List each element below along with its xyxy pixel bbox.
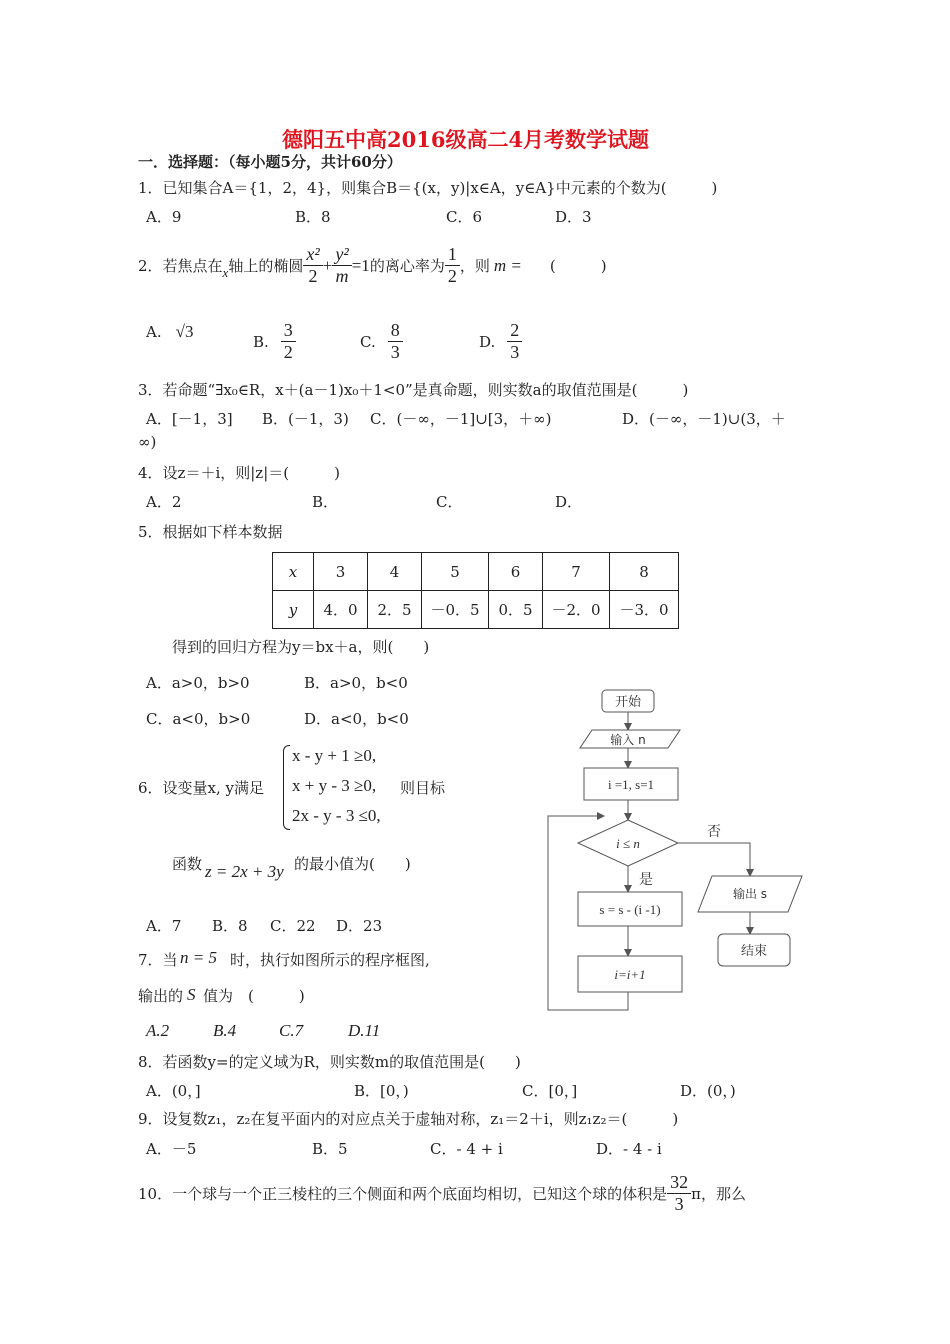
constraint-brace: [283, 745, 290, 830]
constraint-1: x - y + 1 ≥0,: [292, 746, 377, 765]
q3-stem: 3．若命题“∃x₀∈R，x＋(a－1)x₀＋1<0”是真命题，则实数a的取值范围是( ): [138, 381, 689, 399]
table-cell: 8: [610, 553, 679, 591]
q8-option-b: B．[0，): [354, 1082, 409, 1100]
q4-stem: 4．设z＝＋i，则|z|＝( ): [138, 464, 340, 482]
table-cell: －2．0: [543, 591, 610, 629]
q5-stem: 5．根据如下样本数据: [138, 523, 283, 541]
q10-stem: [138, 1172, 746, 1215]
flowchart-start-label: 开始: [614, 695, 642, 710]
table-row-y: [273, 591, 679, 629]
table-cell: 2．5: [368, 591, 422, 629]
q1-option-d: D．3: [555, 208, 592, 226]
table-header-y: y: [273, 591, 314, 629]
flowchart-output-label: 输出 s: [732, 887, 768, 901]
q7-option-a: A.2: [146, 1021, 170, 1040]
q9-stem: 9．设复数z₁，z₂在复平面内的对应点关于虚轴对称，z₁＝2＋i，则z₁z₂＝( ): [138, 1110, 679, 1128]
q6-option-a: A．7: [146, 917, 182, 935]
q6-line2-b: 的最小值为( ): [294, 855, 411, 873]
q8-option-a: A．(0，]: [146, 1082, 201, 1100]
eccentricity-fraction: $\frac{1}{2}$: [445, 244, 460, 287]
constraint-3: 2x - y - 3 ≤0,: [292, 806, 381, 825]
q3-option-d: D．(－∞，－1)∪(3，＋: [622, 410, 786, 428]
q7-line2-b: 值为 ( ): [203, 987, 305, 1005]
q5-after: 得到的回归方程为y＝bx＋a，则( ): [172, 638, 430, 656]
q3-option-c: C．(－∞，－1]∪[3，＋∞): [370, 410, 552, 428]
flowchart-update-i-label: i=i+1: [614, 967, 646, 982]
q7-option-d: D.11: [348, 1021, 381, 1040]
q7-option-c: C.7: [279, 1021, 304, 1040]
q2-option-c: C. $\frac{8}{3}$: [360, 320, 403, 363]
q6-option-c: C．22: [270, 917, 316, 935]
q9-option-a: A．－5: [146, 1140, 197, 1158]
table-cell: 4．0: [314, 591, 368, 629]
q2-stem-d: ，则: [459, 257, 490, 275]
q10-stem-a: 10．一个球与一个正三棱柱的三个侧面和两个底面均相切，已知这个球的体积是: [138, 1185, 668, 1203]
q2-option-b: B. $\frac{3}{2}$: [253, 320, 296, 363]
q3-option-b: B．(－1，3): [262, 410, 349, 428]
table-cell: 7: [543, 553, 610, 591]
q6-stem: 6．设变量x, y满足: [138, 779, 265, 797]
q8-stem: 8．若函数y=的定义域为R，则实数m的取值范围是( ): [138, 1053, 521, 1071]
q6-line2-a: 函数: [172, 855, 203, 873]
ellipse-equals: =1: [351, 255, 370, 275]
table-row-x: [273, 553, 679, 591]
q4-option-b: B．: [312, 493, 339, 511]
q2-stem-a: 2．若焦点在: [138, 257, 223, 275]
no-branch-line: [678, 843, 750, 876]
q5-option-c: C．a<0，b>0: [146, 710, 251, 728]
q9-option-b: B．5: [312, 1140, 348, 1158]
q5-option-b: B．a>0，b<0: [304, 674, 408, 692]
q7-cond: n = 5: [180, 948, 217, 967]
q6-objective: z = 2x + 3y: [205, 862, 284, 881]
q1-option-c: C．6: [446, 208, 483, 226]
q7-stem-b: 时，执行如图所示的程序框图,: [230, 951, 430, 969]
q9-option-d: D．- 4 - i: [596, 1140, 662, 1158]
q6-after: 则目标: [400, 779, 446, 797]
q7-stem-a: 7．当: [138, 951, 178, 969]
table-header-x: x: [273, 553, 314, 591]
q1-option-b: B．8: [295, 208, 331, 226]
q2-m-eq: m =: [493, 255, 522, 275]
q10-stem-b: π，那么: [691, 1185, 746, 1203]
q7-line2-a: 输出的: [138, 987, 184, 1005]
q9-option-c: C．- 4 + i: [430, 1140, 503, 1158]
flowchart-no-label: 否: [707, 824, 721, 840]
q2-paren: ( ): [549, 257, 607, 275]
ellipse-x-fraction: $\frac{\text{x²}}{2}$: [303, 244, 322, 287]
q2-stem-c: 的离心率为: [369, 257, 445, 275]
ellipse-y-fraction: $\frac{\text{y²}}{m}$: [332, 244, 351, 287]
flowchart-decision-label: i ≤ n: [616, 836, 640, 851]
q2-stem-b: 轴上的椭圆: [228, 257, 304, 275]
table-cell: 3: [314, 553, 368, 591]
q2-axis: x: [222, 264, 229, 280]
table-cell: －0．5: [422, 591, 489, 629]
ellipse-plus: +: [322, 255, 333, 275]
flowchart-input-label: 输入 n: [610, 733, 646, 747]
q5-option-a: A．a>0，b>0: [146, 674, 250, 692]
q1-stem: 1．已知集合A＝{1，2，4}，则集合B＝{(x，y)|x∈A，y∈A}中元素的个数为( ): [138, 179, 718, 197]
section-heading: 一．选择题：（每小题5分，共计60分）: [138, 153, 402, 171]
q2-option-a: A. √3: [146, 322, 194, 341]
table-cell: 5: [422, 553, 489, 591]
q8-option-d: D．(0，): [680, 1082, 736, 1100]
q7-option-b: B.4: [213, 1021, 237, 1040]
flowchart-yes-label: 是: [639, 872, 653, 888]
q7-s-var: S: [187, 985, 196, 1004]
constraint-2: x + y - 3 ≥0,: [292, 776, 377, 795]
program-flowchart: [540, 680, 820, 1020]
q1-option-a: A．9: [146, 208, 182, 226]
q2-stem: [138, 244, 607, 287]
page-title: 德阳五中高2016级高二4月考数学试题: [282, 127, 650, 152]
q4-option-c: C．: [436, 493, 463, 511]
q3-option-a: A．[－1，3]: [146, 410, 233, 428]
q4-option-a: A．2: [146, 493, 182, 511]
q6-option-b: B．8: [212, 917, 248, 935]
q8-option-c: C．[0，]: [522, 1082, 578, 1100]
sample-data-table: [272, 552, 679, 629]
table-cell: －3．0: [610, 591, 679, 629]
flowchart-end-label: 结束: [740, 944, 768, 959]
flowchart-update-s-label: s = s - (i -1): [599, 902, 661, 917]
q3-option-d-wrap: ∞): [138, 433, 157, 451]
sphere-volume-fraction: $\frac{32}{3}$: [667, 1172, 691, 1215]
q2-option-d: D. $\frac{2}{3}$: [479, 320, 522, 363]
table-cell: 4: [368, 553, 422, 591]
q6-option-d: D．23: [336, 917, 383, 935]
q4-option-d: D．: [555, 493, 583, 511]
table-cell: 6: [489, 553, 543, 591]
table-cell: 0．5: [489, 591, 543, 629]
q5-option-d: D．a<0，b<0: [304, 710, 409, 728]
flowchart-init-label: i =1, s=1: [607, 777, 655, 792]
